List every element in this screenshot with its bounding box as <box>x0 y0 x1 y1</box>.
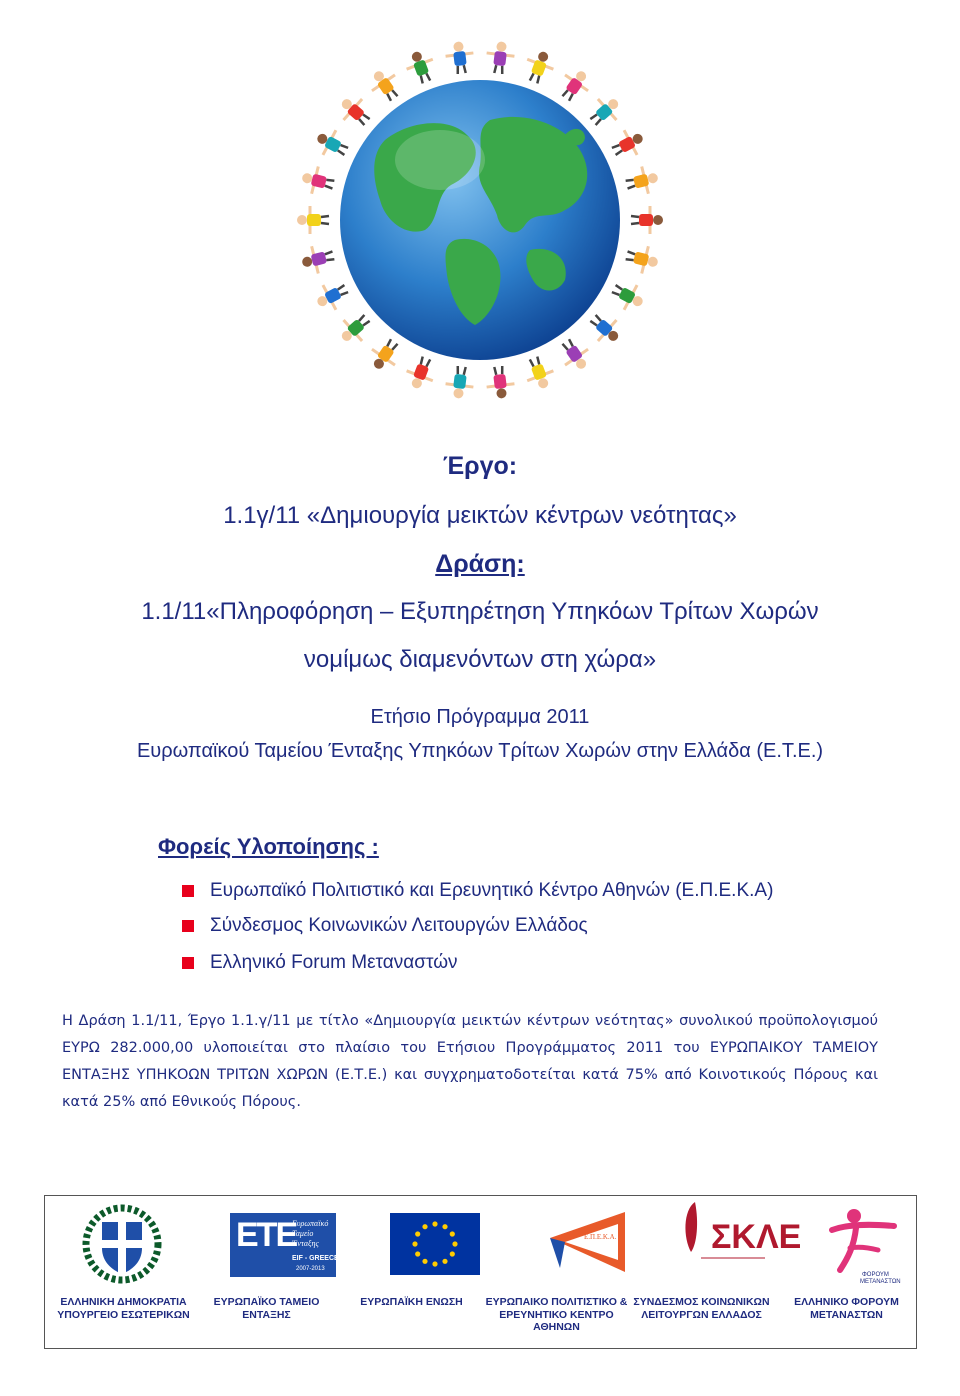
skle-logo-icon <box>625 1196 802 1288</box>
child-figure-icon <box>607 276 648 316</box>
footer-label: ΕΥΡΩΠΑΪΚΗ ΕΝΩΣΗ <box>360 1296 463 1308</box>
child-figure-icon <box>311 276 352 316</box>
child-figure-icon <box>365 334 406 376</box>
child-figure-icon <box>584 90 627 132</box>
child-figure-icon <box>607 124 648 164</box>
child-figure-icon <box>402 353 440 393</box>
footer-label: ΣΥΝΔΕΣΜΟΣ ΚΟΙΝΩΝΙΚΩΝ ΛΕΙΤΟΥΡΓΩΝ ΕΛΛΑΔΟΣ <box>633 1296 770 1321</box>
eif-logo-text: Ένταξης <box>292 1239 319 1248</box>
eu-flag-icon <box>335 1196 480 1288</box>
child-figure-icon <box>334 90 377 132</box>
footer-logo-cell <box>625 1196 802 1288</box>
eu-star-icon <box>432 1261 437 1266</box>
child-figure-icon <box>402 47 440 87</box>
list-item-label: Ευρωπαϊκό Πολιτιστικό και Ερευνητικό Κέντρο Αθηνών (Ε.Π.Ε.Κ.Α) <box>210 880 774 901</box>
child-figure-icon <box>631 206 663 234</box>
action-title-line1: 1.1/11«Πληροφόρηση – Εξυπηρέτηση Υπηκόων Τρίτων Χωρών <box>141 598 819 625</box>
child-figure-icon <box>299 242 337 277</box>
footer-label: ΕΛΛΗΝΙΚΟ ΦΟΡΟΥΜ ΜΕΤΑΝΑΣΤΩΝ <box>794 1296 899 1321</box>
list-item <box>182 952 458 974</box>
skle-logo-text: ΣΚΛΕ <box>711 1218 802 1256</box>
footer-logo-cell <box>190 1196 339 1288</box>
eu-star-icon <box>415 1251 420 1256</box>
child-figure-icon <box>297 206 329 234</box>
program-line2: Ευρωπαϊκού Ταμείου Ένταξης Υπηκόων Τρίτων Χωρών στην Ελλάδα (Ε.Τ.Ε.) <box>136 740 824 762</box>
child-figure-icon <box>520 353 558 393</box>
project-title: 1.1γ/11 «Δημιουργία μεικτών κέντρων νεότητας» <box>223 502 737 529</box>
list-item-label: Σύνδεσμος Κοινωνικών Λειτουργών Ελλάδος <box>210 915 588 936</box>
eu-star-icon <box>422 1224 427 1229</box>
epeka-logo-text: Ε.Π.Ε.Κ.Α. <box>584 1233 617 1241</box>
program-line1: Ετήσιο Πρόγραμμα 2011 <box>370 706 590 728</box>
eu-star-icon <box>415 1231 420 1236</box>
footer-label: ΕΛΛΗΝΙΚΗ ΔΗΜΟΚΡΑΤΙΑ ΥΠΟΥΡΓΕΙΟ ΕΣΩΤΕΡΙΚΩΝ <box>57 1296 190 1321</box>
svg-text:ΕΤΕ: ΕΤΕ <box>236 1216 297 1254</box>
eif-logo-text: Ταμείο <box>292 1229 314 1238</box>
child-figure-icon <box>554 64 595 106</box>
bullet-square-icon <box>182 957 194 969</box>
globe-icon <box>235 25 725 400</box>
child-figure-icon <box>554 334 595 376</box>
child-figure-icon <box>365 64 406 106</box>
forum-logo-text: ΦΟΡΟΥΜ <box>862 1272 889 1278</box>
bullet-square-icon <box>182 885 194 897</box>
footer-logo-cell <box>335 1196 480 1288</box>
list-item <box>182 880 773 902</box>
project-heading: Έργο: <box>442 452 518 480</box>
child-figure-icon <box>584 307 627 349</box>
children-around-globe-illustration <box>235 25 725 400</box>
eu-star-icon <box>452 1241 457 1246</box>
eu-star-icon <box>450 1251 455 1256</box>
eu-star-icon <box>412 1241 417 1246</box>
eif-logo-text: EIF - GREECE <box>292 1255 339 1262</box>
epeka-logo-icon <box>480 1196 625 1288</box>
eu-star-icon <box>442 1259 447 1264</box>
funding-paragraph: Η Δράση 1.1/11, Έργο 1.1.γ/11 με τίτλο «Δημιουργία μεικτών κέντρων νεότητας» συνολικού προϋπολογισμού ΕΥΡΩ 282.000,00 υλοποιείται στο πλαίσιο του Ετήσιου Προγράμματος 2011 του ΕΥΡΩΠΑΙΚΟΥ ΤΑΜΕΙΟΥ ΕΝΤΑΞΗΣ ΥΠΗΚΟΩΝ ΤΡΙΤΩΝ ΧΩΡΩΝ (Ε.Τ.Ε.) και συγχρηματοδοτείται κατά 75% από Κοινοτικούς Πόρους και κατά 25% από Εθνικούς Πόρους. <box>62 1013 878 1110</box>
list-item-label: Ελληνικό Forum Μεταναστών <box>210 952 458 973</box>
child-figure-icon <box>484 40 516 75</box>
child-figure-icon <box>623 163 661 198</box>
forum-logo-text: ΜΕΤΑΝΑΣΤΩΝ <box>860 1279 901 1285</box>
footer-label: ΕΥΡΩΠΑΪΚΟ ΤΑΜΕΙΟ ΕΝΤΑΞΗΣ <box>213 1296 320 1321</box>
footer-logo-cell <box>480 1196 625 1288</box>
child-figure-icon <box>520 47 558 87</box>
eu-star-icon <box>442 1224 447 1229</box>
eif-logo-text: 2007-2013 <box>296 1266 325 1272</box>
list-item <box>182 915 588 937</box>
child-figure-icon <box>334 307 377 349</box>
child-figure-icon <box>299 163 337 198</box>
eu-star-icon <box>450 1231 455 1236</box>
greek-forum-migrants-logo-icon <box>770 1196 915 1288</box>
child-figure-icon <box>444 40 476 75</box>
bullet-square-icon <box>182 920 194 932</box>
child-figure-icon <box>623 242 661 277</box>
footer-logo-cell <box>45 1196 190 1288</box>
sponsors-footer <box>44 1195 917 1349</box>
hellenic-republic-emblem-icon <box>45 1196 190 1288</box>
eif-fund-logo-icon <box>190 1196 339 1288</box>
eif-logo-text: Ευρωπαϊκό <box>292 1219 329 1228</box>
eu-star-icon <box>422 1259 427 1264</box>
footer-label: ΕΥΡΩΠΑΙΚΟ ΠΟΛΙΤΙΣΤΙΚΟ & ΕΡΕΥΝΗΤΙΚΟ ΚΕΝΤΡΟ ΑΘΗΝΩΝ <box>485 1296 628 1333</box>
action-heading: Δράση: <box>435 550 525 578</box>
child-figure-icon <box>311 124 352 164</box>
eu-star-icon <box>432 1221 437 1226</box>
implementing-bodies-heading: Φορείς Υλοποίησης : <box>158 834 379 859</box>
footer-logo-cell <box>770 1196 915 1288</box>
action-title-line2: νομίμως διαμενόντων στη χώρα» <box>303 646 657 673</box>
child-figure-icon <box>444 365 476 400</box>
child-figure-icon <box>484 365 516 400</box>
